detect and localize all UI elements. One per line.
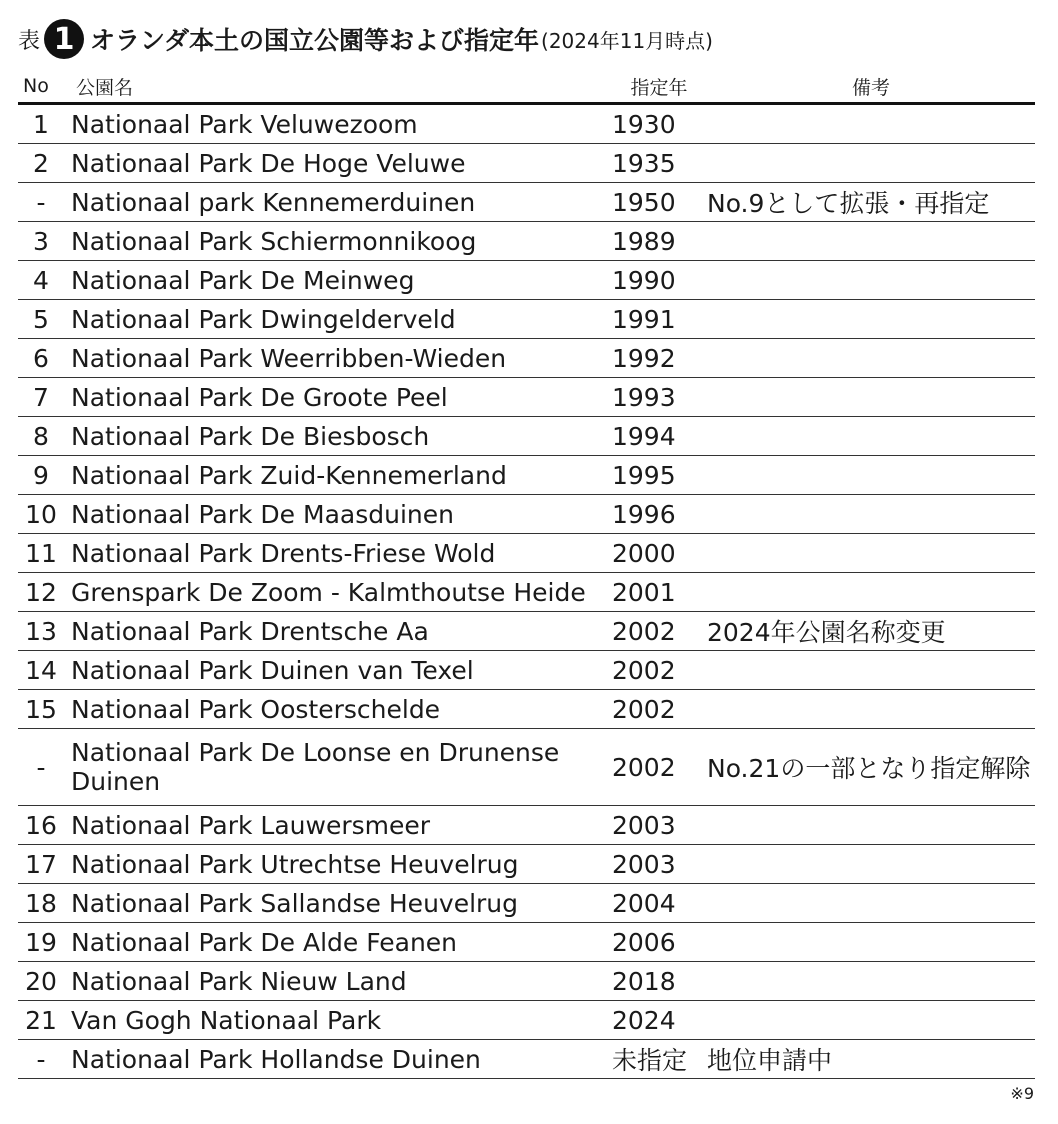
cell-no: 21 [18,1001,64,1040]
cell-remarks: 地位申請中 [707,1040,1035,1079]
cell-remarks: No.9として拡張・再指定 [707,183,1035,222]
cell-designation-year: 1930 [605,104,707,144]
cell-no: 4 [18,261,64,300]
cell-designation-year: 2002 [605,612,707,651]
cell-remarks [707,651,1035,690]
cell-park-name: Nationaal Park Nieuw Land [64,962,605,1001]
cell-remarks [707,222,1035,261]
table-row [18,104,1035,144]
cell-remarks [707,144,1035,183]
cell-no: - [18,1040,64,1079]
table-row [18,651,1035,690]
cell-no: 12 [18,573,64,612]
header-no: No [18,70,64,104]
cell-no: - [18,729,64,806]
cell-park-name: Van Gogh Nationaal Park [64,1001,605,1040]
cell-park-name: Nationaal Park Duinen van Texel [64,651,605,690]
table-number-badge: 1 [44,19,84,59]
cell-park-name: Nationaal Park De Alde Feanen [64,923,605,962]
cell-no: 6 [18,339,64,378]
cell-park-name: Nationaal Park Veluwezoom [64,104,605,144]
table-row [18,729,1035,806]
cell-no: 20 [18,962,64,1001]
cell-remarks [707,300,1035,339]
cell-no: 7 [18,378,64,417]
cell-park-name: Nationaal Park Lauwersmeer [64,806,605,845]
cell-park-name: Grenspark De Zoom - Kalmthoutse Heide [64,573,605,612]
cell-no: 11 [18,534,64,573]
table-row [18,417,1035,456]
cell-no: 5 [18,300,64,339]
cell-remarks [707,534,1035,573]
table-row [18,1040,1035,1079]
cell-designation-year: 1935 [605,144,707,183]
table-row [18,884,1035,923]
cell-park-name: Nationaal Park Hollandse Duinen [64,1040,605,1079]
cell-park-name: Nationaal park Kennemerduinen [64,183,605,222]
cell-remarks [707,884,1035,923]
table-row [18,183,1035,222]
cell-designation-year: 未指定 [605,1040,707,1079]
cell-park-name: Nationaal Park Dwingelderveld [64,300,605,339]
table-row [18,612,1035,651]
cell-no: - [18,183,64,222]
cell-park-name: Nationaal Park Oosterschelde [64,690,605,729]
cell-designation-year: 2004 [605,884,707,923]
cell-no: 2 [18,144,64,183]
cell-remarks [707,417,1035,456]
cell-remarks: No.21の一部となり指定解除 [707,729,1035,806]
cell-no: 19 [18,923,64,962]
table-row [18,456,1035,495]
table-row [18,378,1035,417]
table-row [18,690,1035,729]
cell-park-name: Nationaal Park Weerribben-Wieden [64,339,605,378]
cell-park-name: Nationaal Park Utrechtse Heuvelrug [64,845,605,884]
cell-remarks [707,845,1035,884]
cell-no: 17 [18,845,64,884]
cell-designation-year: 2024 [605,1001,707,1040]
cell-park-name: Nationaal Park De Loonse en Drunense Duinen [64,729,605,806]
cell-remarks [707,261,1035,300]
title-prefix: 表 [18,28,41,54]
cell-no: 15 [18,690,64,729]
cell-no: 10 [18,495,64,534]
cell-designation-year: 2002 [605,729,707,806]
cell-no: 1 [18,104,64,144]
cell-no: 16 [18,806,64,845]
cell-designation-year: 1992 [605,339,707,378]
table-body [18,104,1035,1079]
cell-no: 18 [18,884,64,923]
cell-remarks [707,573,1035,612]
cell-remarks [707,104,1035,144]
cell-remarks [707,923,1035,962]
table-row [18,806,1035,845]
table-row [18,962,1035,1001]
header-park-name: 公園名 [64,70,605,104]
table-title [18,18,713,60]
cell-designation-year: 1994 [605,417,707,456]
cell-no: 9 [18,456,64,495]
cell-remarks [707,690,1035,729]
table-row [18,222,1035,261]
cell-designation-year: 1990 [605,261,707,300]
cell-no: 14 [18,651,64,690]
cell-designation-year: 2002 [605,690,707,729]
cell-park-name: Nationaal Park Drents-Friese Wold [64,534,605,573]
cell-remarks [707,1001,1035,1040]
cell-park-name: Nationaal Park De Hoge Veluwe [64,144,605,183]
table-row [18,339,1035,378]
table-row [18,300,1035,339]
header-remarks: 備考 [707,70,1035,104]
cell-no: 3 [18,222,64,261]
table-row [18,144,1035,183]
table-row [18,923,1035,962]
cell-designation-year: 2003 [605,806,707,845]
cell-designation-year: 1995 [605,456,707,495]
cell-no: 8 [18,417,64,456]
cell-remarks [707,806,1035,845]
cell-park-name: Nationaal Park De Maasduinen [64,495,605,534]
title-text: オランダ本土の国立公園等および指定年 [90,26,540,55]
cell-remarks [707,378,1035,417]
cell-designation-year: 2001 [605,573,707,612]
cell-remarks: 2024年公園名称変更 [707,612,1035,651]
cell-remarks [707,495,1035,534]
cell-park-name: Nationaal Park De Biesbosch [64,417,605,456]
footnote: ※9 [1010,1084,1034,1103]
cell-designation-year: 1989 [605,222,707,261]
cell-park-name: Nationaal Park Drentsche Aa [64,612,605,651]
cell-remarks [707,456,1035,495]
cell-designation-year: 2018 [605,962,707,1001]
table-row [18,573,1035,612]
cell-park-name: Nationaal Park Sallandse Heuvelrug [64,884,605,923]
cell-designation-year: 1996 [605,495,707,534]
table-row [18,845,1035,884]
cell-designation-year: 2000 [605,534,707,573]
cell-park-name: Nationaal Park Schiermonnikoog [64,222,605,261]
cell-designation-year: 2003 [605,845,707,884]
table-row [18,261,1035,300]
table-row [18,1001,1035,1040]
cell-no: 13 [18,612,64,651]
national-parks-table [18,70,1035,1079]
header-designation-year: 指定年 [605,70,707,104]
title-date-note: (2024年11月時点) [541,28,713,53]
cell-park-name: Nationaal Park Zuid-Kennemerland [64,456,605,495]
cell-designation-year: 1991 [605,300,707,339]
cell-designation-year: 2002 [605,651,707,690]
table-header-row [18,70,1035,104]
cell-designation-year: 1993 [605,378,707,417]
cell-remarks [707,962,1035,1001]
cell-park-name: Nationaal Park De Meinweg [64,261,605,300]
table-row [18,495,1035,534]
cell-park-name: Nationaal Park De Groote Peel [64,378,605,417]
table-row [18,534,1035,573]
cell-designation-year: 1950 [605,183,707,222]
cell-remarks [707,339,1035,378]
cell-designation-year: 2006 [605,923,707,962]
